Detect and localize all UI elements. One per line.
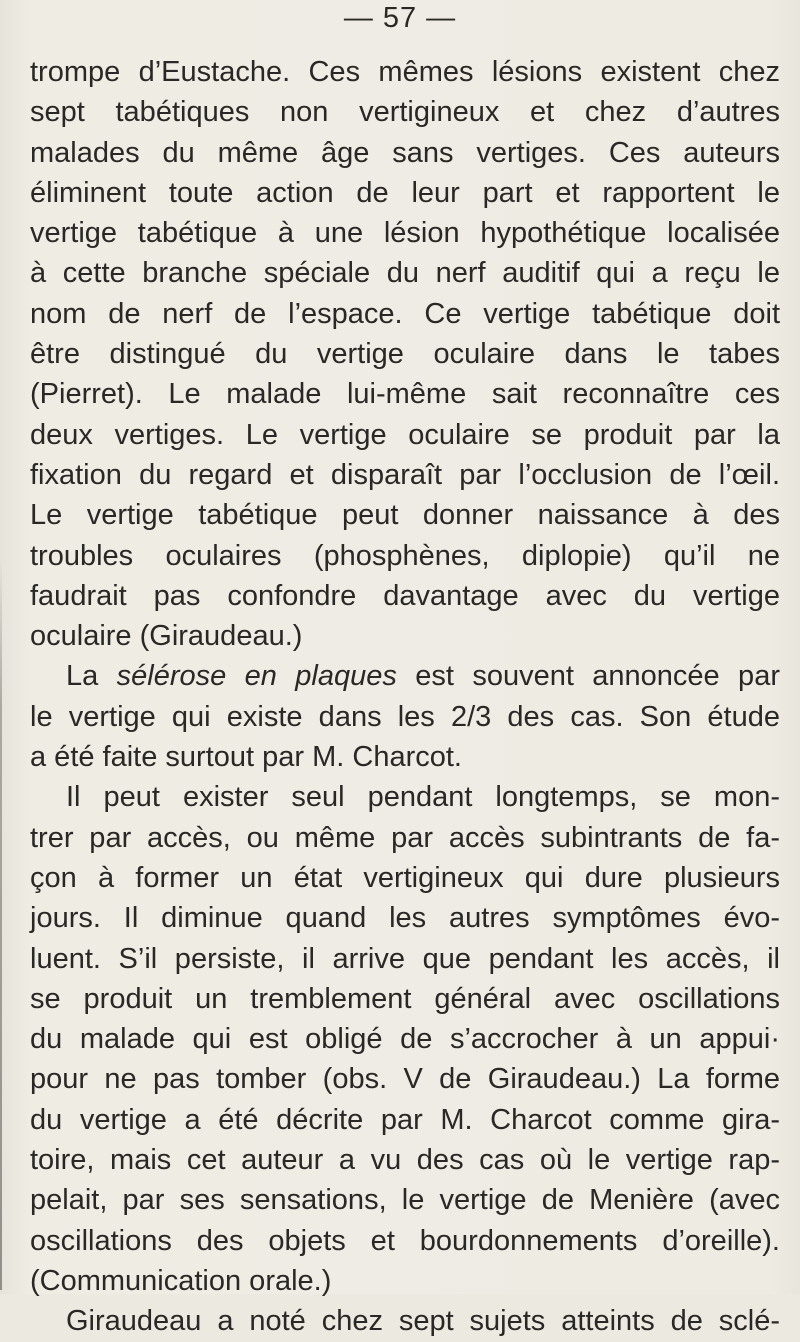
text-line: éliminent toute action de leur part et rapportent le: [30, 176, 780, 209]
text-line: malades du même âge sans vertiges. Ces auteurs: [30, 136, 780, 169]
paragraph-start: Giraudeau a noté chez sept sujets atteints de sclé-: [66, 1305, 780, 1338]
text-line: à cette branche spéciale du nerf auditif qui a reçu le: [30, 257, 780, 290]
text-line: être distingué du vertige oculaire dans le tabes: [30, 338, 780, 371]
text-line: trer par accès, ou même par accès subintrants de fa-: [30, 821, 780, 854]
text-line: le vertige qui existe dans les 2/3 des cas. Son étude: [30, 700, 780, 733]
text-line: du vertige a été décrite par M. Charcot comme gira-: [30, 1103, 780, 1136]
text-line: deux vertiges. Le vertige oculaire se produit par la: [30, 418, 780, 451]
text-run: La: [66, 660, 117, 693]
text-line: faudrait pas confondre davantage avec du vertige: [30, 579, 780, 612]
paragraph-start: Il peut exister seul pendant longtemps, se mon-: [66, 781, 780, 814]
text-line: a été faite surtout par M. Charcot.: [30, 741, 462, 774]
text-run: est souvent annoncée par: [396, 660, 780, 693]
text-line: pelait, par ses sensations, le vertige de Menière (avec: [30, 1184, 780, 1217]
text-line: nom de nerf de l’espace. Ce vertige tabétique doit: [30, 297, 780, 330]
text-line: (Pierret). Le malade lui-même sait reconnaître ces: [30, 378, 780, 411]
text-line: Le vertige tabétique peut donner naissance à des: [30, 499, 780, 532]
text-line: oscillations des objets et bourdonnements d’oreille).: [30, 1224, 780, 1257]
text-line: pour ne pas tomber (obs. V de Giraudeau.) La forme: [30, 1063, 780, 1096]
page-edge-shadow: [0, 560, 2, 1290]
text-line: toire, mais cet auteur a vu des cas où le vertige rap-: [30, 1144, 780, 1177]
paragraph-start-sclerose: [30, 656, 780, 696]
text-line: se produit un tremblement général avec oscillations: [30, 982, 780, 1015]
text-line: troubles oculaires (phosphènes, diplopie) qu’il ne: [30, 539, 780, 572]
text-line: luent. S’il persiste, il arrive que pendant les accès, il: [30, 942, 780, 975]
text-line: fixation du regard et disparaît par l’occlusion de l’œil.: [30, 458, 780, 491]
body-text: [30, 12, 780, 1342]
text-line: oculaire (Giraudeau.): [30, 620, 303, 653]
text-line: du malade qui est obligé de s’accrocher à un appui·: [30, 1023, 780, 1056]
text-line: çon à former un état vertigineux qui dure plusieurs: [30, 861, 780, 894]
page-number: — 57 —: [343, 2, 457, 34]
text-line: jours. Il diminue quand les autres symptômes évo-: [30, 902, 780, 935]
italic-term: sélérose en plaques: [116, 660, 397, 693]
text-line: trompe d’Eustache. Ces mêmes lésions existent chez: [30, 56, 780, 88]
text-line: (Communication orale.): [30, 1264, 332, 1297]
text-line: vertige tabétique à une lésion hypothétique localisée: [30, 217, 780, 250]
text-line: sept tabétiques non vertigineux et chez d’autres: [30, 96, 780, 129]
